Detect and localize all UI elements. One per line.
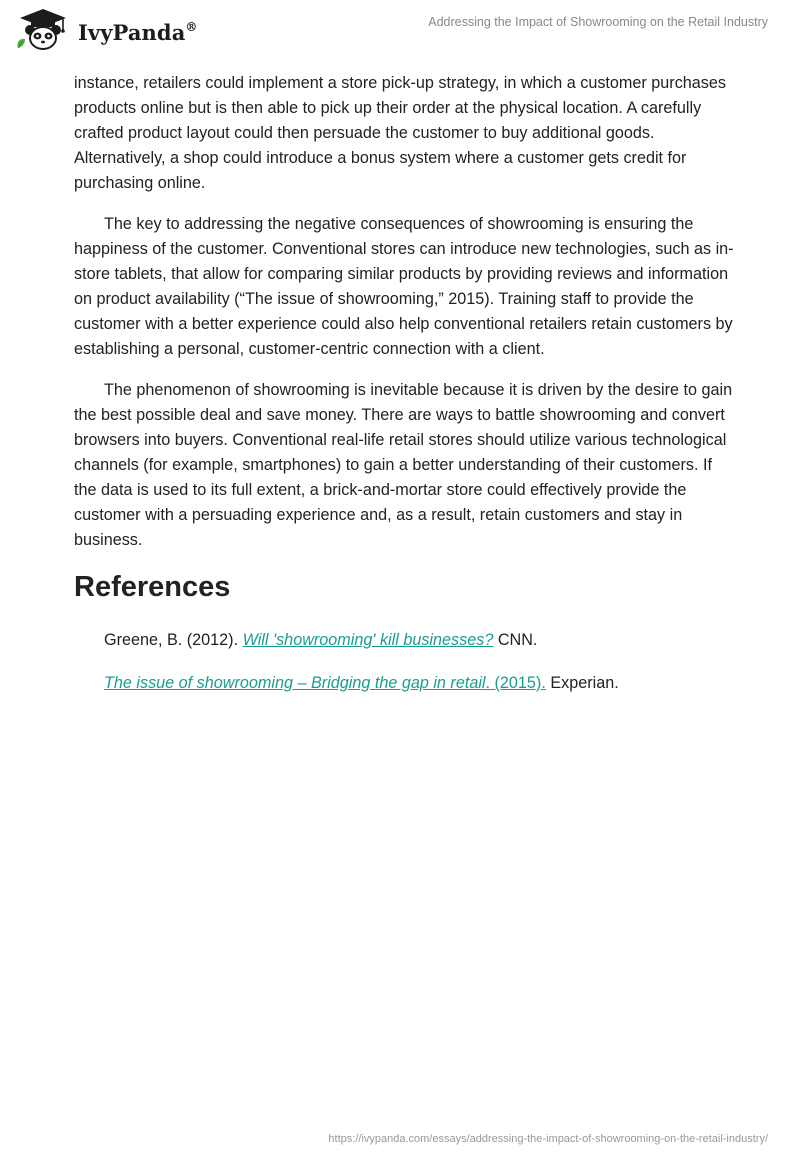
reference-text: Greene, B. (2012). [104, 631, 243, 649]
essay-content [74, 71, 734, 714]
body-paragraph: The phenomenon of showrooming is inevitable because it is driven by the desire to gain the best possible deal and save money. There are ways to battle showrooming and convert browsers into buyers. Conventional real-life retail stores should utilize various technological channels (for example, smartphones) to gain a better understanding of their customers. If the data is used to its full extent, a brick-and-mortar store could effectively provide the customer with a persuading experience and, as a result, retain customers and stay in business. [74, 381, 733, 549]
page-url[interactable]: https://ivypanda.com/essays/addressing-the-impact-of-showrooming-on-the-retail-industry/ [328, 1133, 768, 1145]
body-paragraph: The key to addressing the negative consequences of showrooming is ensuring the happiness of the customer. Conventional stores can introduce new technologies, such as in-store tablets, that allow for comparing similar products by providing reviews and information on product availability (“The issue of showrooming,” 2015). Training staff to provide the customer with a better experience could also help conventional retailers retain customers by establishing a personal, customer-centric connection with a client. [74, 215, 734, 358]
reference-source: Experian. [545, 674, 619, 692]
document-title: Addressing the Impact of Showrooming on the Retail Industry [428, 15, 768, 29]
ivypanda-logo[interactable] [14, 8, 198, 52]
logo-text: IvyPanda® [78, 19, 198, 45]
reference-link-title: The issue of showrooming – Bridging the gap in retail [104, 674, 486, 692]
body-paragraph: instance, retailers could implement a store pick-up strategy, in which a customer purchases products online but is then able to pick up their order at the physical location. A carefully crafted product layout could then persuade the customer to buy additional goods. Alternatively, a shop could introduce a bonus system where a customer gets credit for purchasing online. [74, 74, 726, 192]
reference-link-year: . (2015). [485, 674, 546, 692]
reference-item [104, 671, 734, 696]
references-heading: References [74, 571, 231, 603]
reference-source: CNN. [493, 631, 538, 649]
reference-link[interactable] [104, 674, 546, 692]
panda-graduation-cap-icon [14, 8, 72, 52]
reference-item [104, 628, 734, 653]
page-header [0, 0, 800, 66]
reference-link[interactable]: Will 'showrooming' kill businesses? [242, 631, 494, 649]
